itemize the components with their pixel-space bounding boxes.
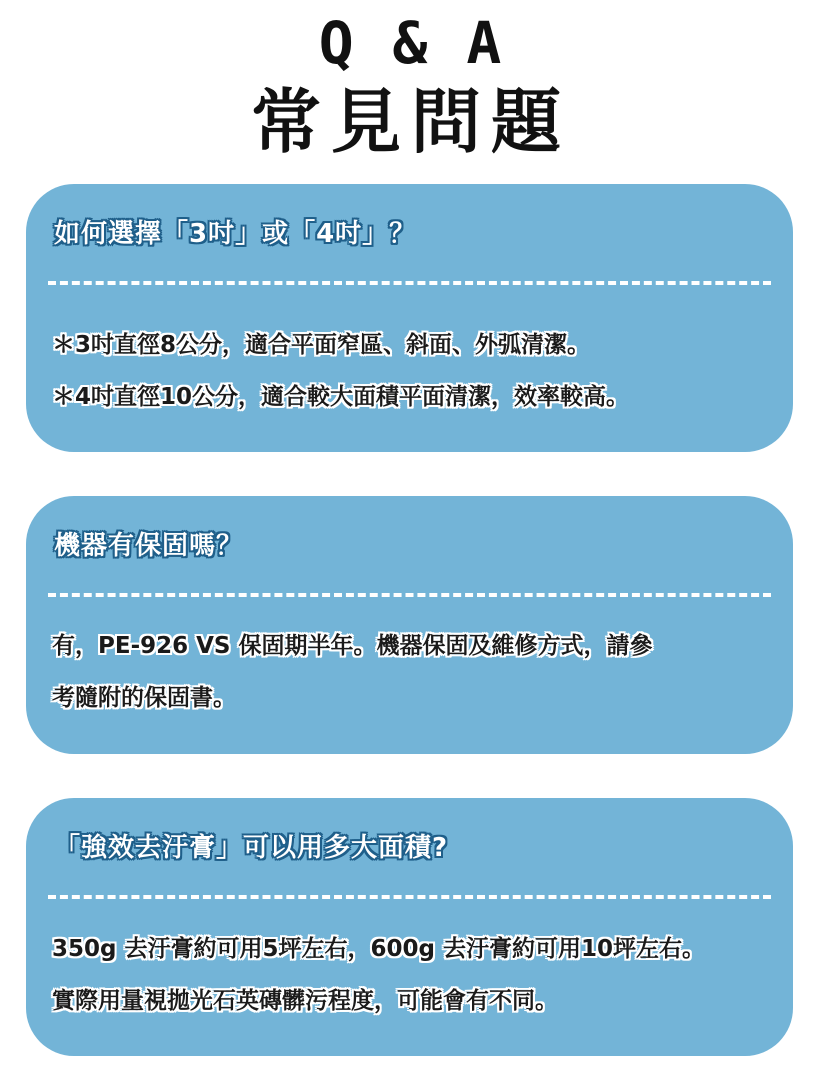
faq-question: 「強效去汙膏」可以用多大面積? (54, 833, 449, 863)
faq-answer-line: 實際用量視拋光石英磚髒污程度，可能會有不同。 (52, 988, 558, 1014)
faq-answer-line: 350g 去汙膏約可用5坪左右，600g 去汙膏約可用10坪左右。 (52, 936, 705, 962)
dashed-divider (48, 281, 771, 285)
dashed-divider (48, 593, 771, 597)
faq-answer (52, 620, 779, 724)
faq-answer-line: 考隨附的保固書。 (52, 685, 236, 711)
dashed-divider (48, 895, 771, 899)
faq-question: 如何選擇「3吋」或「4吋」？ (54, 219, 417, 249)
page-title-chinese: 常見問題 (251, 81, 571, 163)
faq-question: 機器有保固嗎？ (54, 531, 244, 561)
faq-answer-line: 有，PE-926 VS 保固期半年。機器保固及維修方式，請參 (52, 633, 653, 659)
faq-card-size-choice (26, 184, 793, 452)
faq-answer-line: ＊3吋直徑8公分，適合平面窄區、斜面、外弧清潔。 (52, 332, 591, 358)
faq-answer (52, 923, 779, 1027)
faq-card-paste-coverage (26, 798, 793, 1056)
faq-answer-line: ＊4吋直徑10公分，適合較大面積平面清潔，效率較高。 (52, 384, 630, 410)
faq-card-warranty (26, 496, 793, 754)
faq-answer (52, 319, 779, 423)
page-title-english: Q & A (318, 9, 504, 77)
